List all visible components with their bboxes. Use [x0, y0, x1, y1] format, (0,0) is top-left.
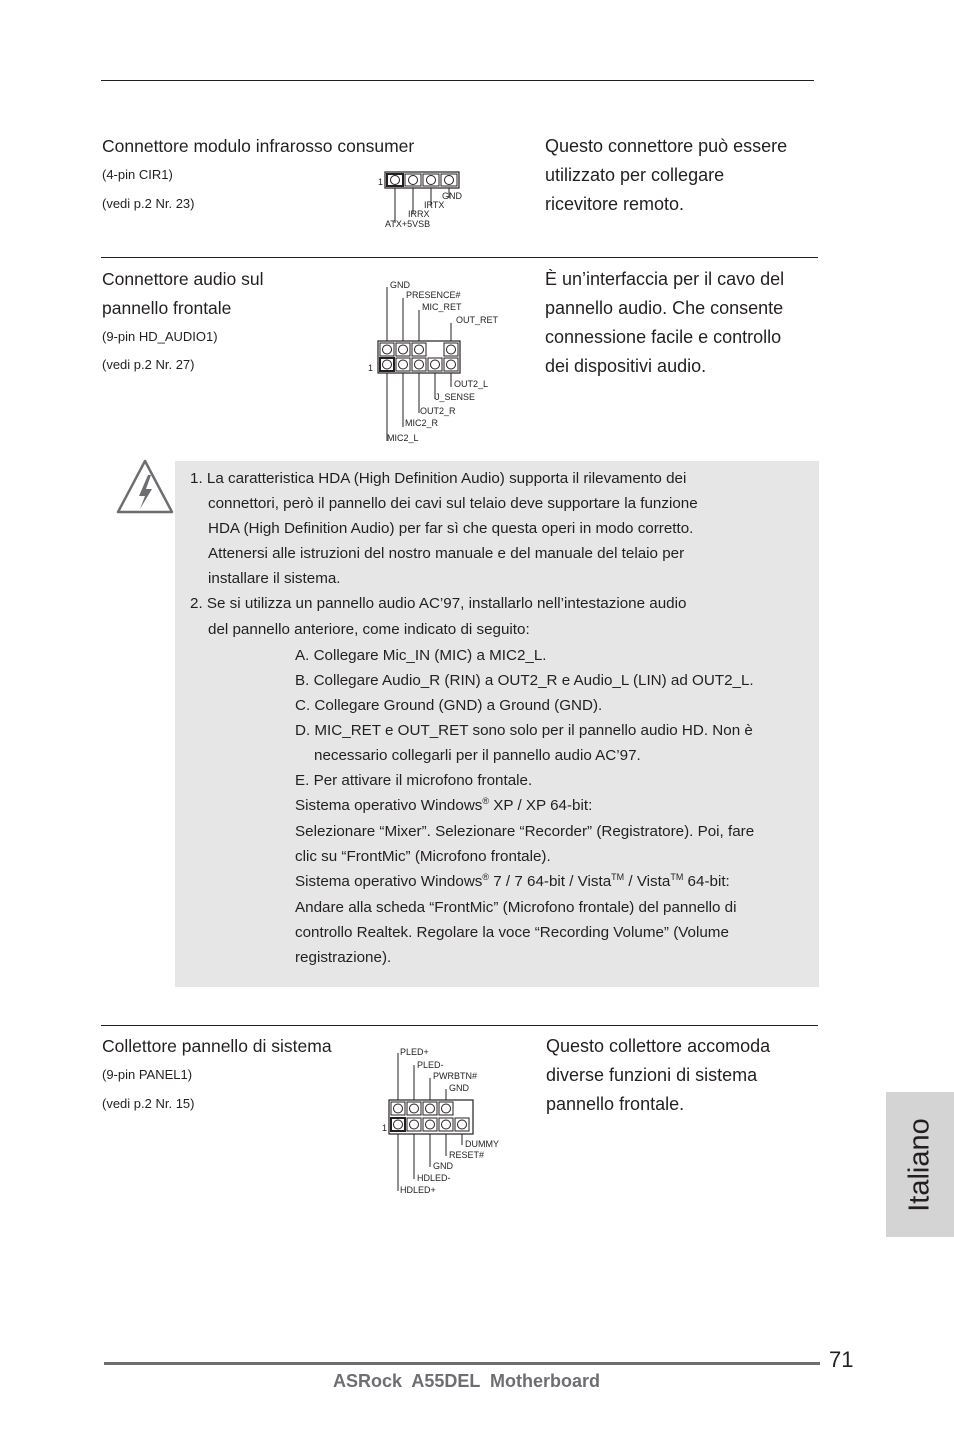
w7-prefix: Sistema operativo Windows — [295, 873, 483, 890]
note1-line: 1. La caratteristica HDA (High Definition Audio) supporta il rilevamento dei — [190, 470, 687, 487]
audio-micret-label: MIC_RET — [422, 302, 462, 312]
panel-hdledminus-label: HDLED- — [417, 1173, 451, 1183]
cir-desc-line: Questo connettore può essere — [545, 136, 788, 156]
audio-title-line: Connettore audio sul — [102, 269, 264, 289]
cir-gnd-label: GND — [442, 191, 462, 201]
w7-heading — [295, 869, 730, 894]
trademark-mark: TM — [611, 872, 625, 882]
cir-description — [545, 132, 787, 219]
panel-pin1-label: 1 — [382, 1123, 388, 1133]
cir-title: Connettore modulo infrarosso consumer — [102, 136, 415, 156]
registered-mark: ® — [482, 872, 490, 882]
language-tab-label: Italiano — [903, 1117, 936, 1212]
panel-title: Collettore pannello di sistema — [102, 1036, 332, 1056]
audio-gnd-label: GND — [390, 280, 410, 290]
note1-line: HDA (High Definition Audio) per far sì che questa operi in modo corretto. — [208, 520, 694, 537]
audio-desc-line: connessione facile e controllo — [545, 327, 782, 347]
audio-out2r-label: OUT2_R — [420, 406, 456, 416]
w7-line: controllo Realtek. Regolare la voce “Recording Volume” (Volume — [295, 924, 729, 941]
cir-pin-label: (4-pin CIR1) — [102, 167, 173, 182]
section-divider — [101, 257, 818, 258]
trademark-mark: TM — [670, 872, 684, 882]
w7-mid: / Vista — [624, 873, 671, 890]
xp-heading — [295, 793, 592, 818]
note2-line: 2. Se si utilizza un pannello audio AC’97, installarlo nell’intestazione audio — [190, 595, 687, 612]
cir-atx5vsb-label: ATX+5VSB — [385, 219, 431, 229]
cir-desc-line: utilizzato per collegare — [545, 165, 725, 185]
cir-pin1-label: 1 — [378, 177, 384, 187]
xp-line: clic su “FrontMic” (Microfono frontale). — [295, 848, 551, 865]
panel-pwrbtn-label: PWRBTN# — [433, 1071, 478, 1081]
panel-pledminus-label: PLED- — [417, 1060, 444, 1070]
note1-line: installare il sistema. — [208, 570, 341, 587]
w7-mid: 7 / 7 64-bit / Vista — [489, 873, 612, 890]
panel-desc-line: Questo collettore accomoda — [546, 1036, 771, 1056]
audio-desc-line: pannello audio. Che consente — [545, 298, 784, 318]
audio-pin-label: (9-pin HD_AUDIO1) — [102, 329, 218, 344]
cir-irrx-label: IRRX — [408, 209, 430, 219]
cir-ref: (vedi p.2 Nr. 23) — [102, 196, 195, 211]
audio-title-line: pannello frontale — [102, 298, 232, 318]
audio-jsense-label: J_SENSE — [435, 392, 476, 402]
section-divider — [101, 1025, 818, 1026]
registered-mark: ® — [482, 796, 490, 806]
audio-pin1-label: 1 — [368, 363, 374, 373]
audio-pin-diagram — [364, 275, 514, 447]
panel-pledplus-label: PLED+ — [400, 1047, 429, 1057]
xp-line: Selezionare “Mixer”. Selezionare “Recorder” (Registratore). Poi, fare — [295, 823, 755, 840]
audio-description — [545, 265, 784, 381]
audio-desc-line: È un’interfaccia per il cavo del — [545, 269, 785, 289]
note2-line: del pannello anteriore, come indicato di seguito: — [208, 621, 530, 638]
panel-desc-line: pannello frontale. — [546, 1094, 685, 1114]
audio-presence-label: PRESENCE# — [406, 290, 461, 300]
panel-pin-diagram — [380, 1040, 520, 1200]
step-a: A. Collegare Mic_IN (MIC) a MIC2_L. — [295, 647, 547, 664]
step-c: C. Collegare Ground (GND) a Ground (GND). — [295, 697, 603, 714]
step-e: E. Per attivare il microfono frontale. — [295, 772, 533, 789]
audio-ref: (vedi p.2 Nr. 27) — [102, 357, 195, 372]
panel-desc-line: diverse funzioni di sistema — [546, 1065, 758, 1085]
w7-line: Andare alla scheda “FrontMic” (Microfono frontale) del pannello di — [295, 899, 737, 916]
xp-prefix: Sistema operativo Windows — [295, 797, 483, 814]
footer-product-name: ASRock A55DEL Motherboard — [333, 1371, 601, 1391]
audio-mic2r-label: MIC2_R — [405, 418, 439, 428]
panel-pin-label: (9-pin PANEL1) — [102, 1067, 193, 1082]
panel-dummy-label: DUMMY — [465, 1139, 499, 1149]
audio-title — [102, 265, 264, 323]
audio-mic2l-label: MIC2_L — [387, 433, 419, 443]
panel-gnd2-label: GND — [433, 1161, 453, 1171]
step-d-cont: necessario collegarli per il pannello audio AC’97. — [314, 747, 641, 764]
step-b: B. Collegare Audio_R (RIN) a OUT2_R e Audio_L (LIN) ad OUT2_L. — [295, 672, 754, 689]
top-rule — [101, 80, 814, 81]
panel-description — [546, 1032, 770, 1119]
note1-line: Attenersi alle istruzioni del nostro manuale e del manuale del telaio per — [208, 545, 685, 562]
panel-hdledplus-label: HDLED+ — [400, 1185, 436, 1195]
page-number: 71 — [829, 1347, 854, 1372]
panel-gnd-label: GND — [449, 1083, 469, 1093]
panel-ref: (vedi p.2 Nr. 15) — [102, 1096, 195, 1111]
audio-desc-line: dei dispositivi audio. — [545, 356, 707, 376]
note1-line: connettori, però il pannello dei cavi sul telaio deve supportare la funzione — [208, 495, 698, 512]
lightning-warning-icon — [115, 458, 175, 516]
audio-outret-label: OUT_RET — [456, 315, 499, 325]
language-side-tab — [886, 1092, 954, 1237]
audio-out2l-label: OUT2_L — [454, 379, 489, 389]
cir-desc-line: ricevitore remoto. — [545, 194, 685, 214]
w7-suffix: 64-bit: — [683, 873, 730, 890]
panel-reset-label: RESET# — [449, 1150, 485, 1160]
xp-suffix: XP / XP 64-bit: — [489, 797, 593, 814]
cir-irtx-label: IRTX — [424, 200, 445, 210]
w7-line: registrazione). — [295, 949, 392, 966]
cir-pin-diagram — [376, 168, 476, 232]
step-d: D. MIC_RET e OUT_RET sono solo per il pannello audio HD. Non è — [295, 722, 753, 739]
footer-rule — [104, 1362, 820, 1365]
